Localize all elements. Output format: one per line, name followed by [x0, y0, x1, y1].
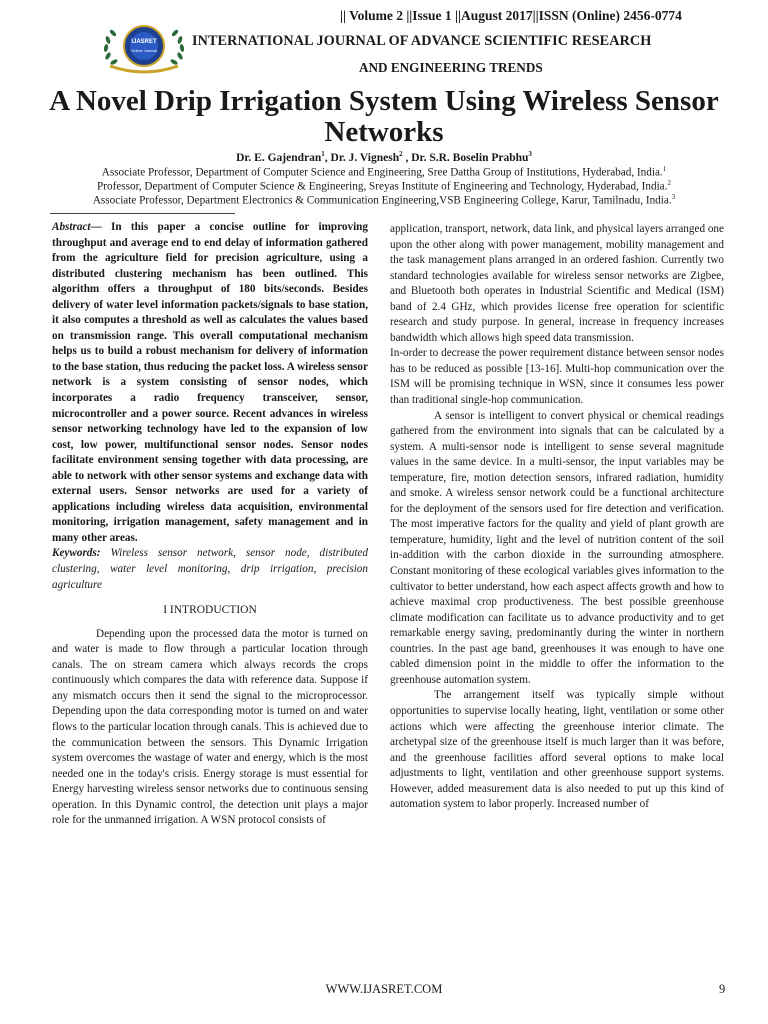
affiliation-text: Associate Professor, Department of Computer Science and Engineering, Sree Dattha Group of Institutions, Hyderabad, India. [101, 166, 663, 179]
left-column [52, 220, 368, 829]
affiliation-sup: 1 [662, 165, 667, 173]
author-separator: , [402, 151, 412, 164]
author-name: Dr. S.R. Boselin Prabhu [411, 151, 529, 164]
affiliation-sup: 3 [671, 193, 676, 201]
page-number: 9 [719, 982, 726, 996]
body-paragraph: application, transport, network, data link, and physical layers arranged one upon the other along with power management, mobility management and the task management plans arranged in an ordered fashion. Currently two standard technologies available for wireless sensor networks are Zigbee, and Bluetooth both operates in Industrial Scientific and Medical (ISM) band of 2.4 GHz, which provides license free operation for scientific research and study purpose. In general, increase in frequency increases bandwidth which allows high speed data transmission. [390, 223, 724, 344]
abstract-label: Abstract [52, 221, 91, 233]
paper-title: A Novel Drip Irrigation System Using Wireless Sensor Networks [49, 85, 719, 148]
author-name: Dr. E. Gajendran [236, 151, 322, 164]
intro-paragraph: Depending upon the processed data the motor is turned on and water is made to flow through a particular location through canals. The on stream camera which always records the crops continuously which compares the data with reference data. Suppose if any mismatch occurs then it send the signal to the microprocessor. Depending upon the data corresponding motor is turned on and water flows to the particular location through canals. This is achieved due to the communication between the sensors. This Dynamic Irrigation system overcomes the wastage of water and energy, which is the most needed one in the today's crisis. Energy storage is must essential for Energy harvesting wireless sensor networks due to continuous sensing operation. In this Dynamic control, the detection unit plays a major role for the unmanned irrigation. A WSN protocol consists of [52, 627, 368, 827]
logo-text: IJASRET [131, 39, 157, 45]
logo-subtext: Online Journal [131, 48, 157, 53]
issue-line: || Volume 2 ||Issue 1 ||August 2017||ISSN (Online) 2456-0774 [340, 8, 682, 23]
keywords-label: Keywords: [52, 547, 101, 560]
author-sup: 2 [399, 150, 403, 158]
author-sup: 3 [528, 150, 532, 158]
affiliation-text: Associate Professor, Department Electronics & Communication Engineering,VSB Engineering College, Karur, Tamilnadu, India. [92, 194, 672, 207]
section-heading: I INTRODUCTION [163, 604, 257, 617]
abstract-text: — In this paper a concise outline for improving throughput and average end to end delay of information gathered from the agriculture field for precision agriculture, using a distributed clustering mechanism has been outlined. This algorithm offers a throughput of 180 bits/seconds. Besides delivery of water level information packets/signals to base station, it also computes a threshold as well as calculates the values based on transmission range. This overall computational mechanism helps us to build a robust mechanism for delivery of information to the base station, thus reducing the packet loss. A wireless sensor network is a system consisting of sensor nodes, which incorporates a radio frequency transceiver, sensor, microcontroller and a power source. Recent advances in wireless sensor networking technology have led to the expansion of low cost, low power, multifunctional sensor nodes. Sensor nodes facilitate environment sensing together with data processing, are able to network with other sensor systems and exchange data with external users. Sensor networks are used for a variety of applications including wireless data acquisition, environmental monitoring, irrigation management, safety management and in many other areas. [52, 221, 368, 544]
affiliation-1 [0, 165, 768, 179]
affiliation-text: Professor, Department of Computer Science & Engineering, Sreyas Institute of Engineering and Technology, Hyderabad, India. [97, 180, 668, 193]
keywords-text: Wireless sensor network, sensor node, distributed clustering, water level monitoring, drip irrigation, precision agriculture [52, 547, 368, 591]
divider-rule [50, 213, 235, 214]
author-list [0, 150, 768, 164]
footer-url: WWW.IJASRET.COM [325, 982, 443, 996]
right-column [390, 222, 724, 813]
abstract [52, 220, 368, 546]
affiliation-3 [0, 193, 768, 207]
author-separator: , [324, 151, 331, 164]
body-paragraph: The arrangement itself was typically simple without opportunities to supervise locally heating, light, ventilation or some other actions which were affecting the greenhouse interior climate. The archetypal size of the greenhouse itself is much larger than it was before, and the greenhouse facilities afford several options to make local adjustments to light, ventilation and other greenhouse support systems. However, added measurement data is also needed to put up this kind of automation system to labor properly. Increased number of [390, 689, 724, 811]
keywords [52, 546, 368, 593]
body-paragraph: A sensor is intelligent to convert physical or chemical readings gathered from the environment into signals that can be calculated by a system. A multi-sensor node is intelligent to sense several magnitude values in the same device. In a multi-sensor, the input variables may be temperature, fire, motion detection sensors, infrared radiation, humidity and smoke. A wireless sensor network could be a functional architecture for the deployment of the sensors used for fire detection and verification. The most imperative factors for the quality and yield of plant growth are temperature, humidity, light and the level of nutrition content of the soil in-addition with the carbon dioxide in the surrounding atmosphere. Constant monitoring of these ecological variables gives information to the cultivator to better understand, how each aspect affects growth and how to achieve maximal crop productiveness. The best possible greenhouse climate modification can facilitate us to advance productivity and to get remarkable energy saving, predominantly during the winter in northern countries. In the past age band, greenhouses it was enough to have one cabled dimension point in the middle to offer the information to the greenhouse automation system. [390, 409, 724, 686]
journal-name-line2: AND ENGINEERING TRENDS [359, 60, 543, 75]
affiliation-sup: 2 [667, 179, 671, 187]
author-sup: 1 [321, 150, 325, 158]
affiliation-2 [0, 179, 768, 193]
author-name: Dr. J. Vignesh [330, 151, 400, 164]
journal-name-line1: INTERNATIONAL JOURNAL OF ADVANCE SCIENTIFIC RESEARCH [192, 33, 652, 49]
body-paragraph: In-order to decrease the power requirement distance between sensor nodes has to be reduced as possible [13-16]. Multi-hop communication over the ISM will be promising technique in WSN, since it consumes less power than traditional single-hop communication. [390, 347, 724, 407]
laurel-seal-logo [98, 22, 190, 74]
